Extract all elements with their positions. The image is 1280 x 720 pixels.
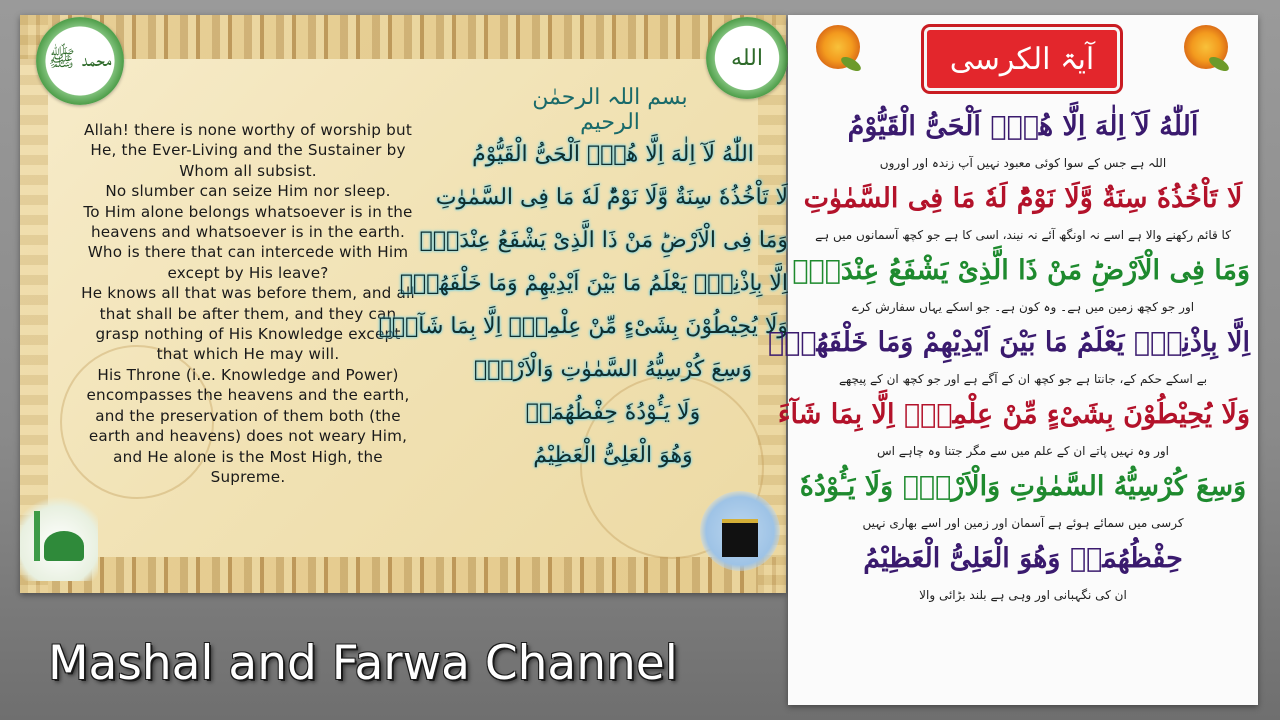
seal-left-text: محمد ﷺ	[48, 47, 112, 72]
translation-line: Whom all subsist.	[179, 161, 317, 180]
urdu-translation-line: کرسی میں سمائے ہوئے ہے آسمان اور زمین اور اسے بھاری نہیں	[862, 516, 1184, 530]
translation-line: except by His leave?	[167, 263, 329, 282]
allah-seal-icon	[706, 17, 788, 99]
translation-line: and the preservation of them both (the	[95, 406, 401, 425]
arabic-verse-line: وَلَا یُحِیْطُوْنَ بِشَیْءٍ مِّنْ عِلْمِهٖۤ اِلَّا بِمَا شَآءَۚ	[378, 314, 788, 339]
arabic-verse-line: وَهُوَ الْعَلِیُّ الْعَظِیْمُ	[533, 443, 693, 468]
bismillah-heading: بسم اللہ الرحمٰن الرحیم	[532, 85, 688, 135]
arabic-verse-line: لَا تَاْخُذُهٗ سِنَةٌ وَّلَا نَوْمٌؕ لَهٗ مَا فِی السَّمٰوٰتِ	[435, 185, 788, 210]
translation-line: His Throne (i.e. Knowledge and Power)	[97, 365, 399, 384]
arabic-verse-line: وَلَا یَـُٔوْدُهٗ حِفْظُهُمَاۚ	[525, 400, 701, 425]
urdu-translation-line: اللہ ہے جس کے سوا کوئی معبود نہیں آپ زندہ اور اوروں	[879, 156, 1167, 170]
muhammad-seal-icon	[36, 17, 124, 105]
verse-with-urdu-translation	[767, 103, 1250, 607]
translation-line: Allah! there is none worthy of worship but	[84, 121, 412, 139]
translation-line: that shall be after them, and they can	[99, 304, 397, 323]
seal-right-text: الله	[731, 45, 763, 71]
translation-line: and He alone is the Most High, the	[113, 447, 383, 466]
translation-line: He, the Ever-Living and the Sustainer by	[90, 141, 406, 160]
translation-line: grasp nothing of His Knowledge except	[95, 325, 401, 344]
channel-name-banner: Mashal and Farwa Channel	[48, 636, 678, 691]
verse-line: اَللّٰهُ لَآ اِلٰهَ اِلَّا هُوَۚ اَلْحَیُّ الْقَیُّوْمُ	[847, 111, 1199, 142]
decorative-border-top	[20, 15, 786, 59]
translation-line: encompasses the heavens and the earth,	[86, 386, 410, 405]
kaaba-icon	[700, 491, 780, 571]
verse-line: وَلَا یُحِیْطُوْنَ بِشَیْءٍ مِّنْ عِلْمِهٖۤ اِلَّا بِمَا شَآءَ	[777, 399, 1250, 430]
translation-line: He knows all that was before them, and all	[81, 284, 415, 303]
translation-line: that which He may will.	[156, 345, 340, 364]
arabic-verse-line: اِلَّا بِاِذْنِهٖؕ یَعْلَمُ مَا بَیْنَ اَیْدِیْهِمْ وَمَا خَلْفَهُمْۚ	[399, 271, 788, 296]
translation-line: No slumber can seize Him nor sleep.	[105, 182, 391, 201]
arabic-verse-line: اللّٰهُ لَآ اِلٰهَ اِلَّا هُوَۚ اَلْحَیُّ الْقَیُّوْمُ	[472, 142, 754, 167]
urdu-translation-line: اور وہ نہیں پاتے ان کے علم میں سے مگر جتنا وہ چاہے اس	[876, 444, 1170, 458]
urdu-translation-line: بے اسکے حکم کے، جانتا ہے جو کچھ ان کے آگے ہے اور جو کچھ ان کے پیچھے	[838, 372, 1208, 386]
english-translation	[38, 120, 458, 487]
ayat-english-panel	[20, 15, 786, 593]
verse-line: وَسِعَ كُرْسِیُّهُ السَّمٰوٰتِ وَالْاَرْضَۚ وَلَا یَـُٔوْدُهٗ	[799, 471, 1247, 502]
green-dome-icon	[20, 493, 98, 581]
verse-line: حِفْظُهُمَاۚ وَهُوَ الْعَلِیُّ الْعَظِیْمُ	[863, 543, 1183, 574]
translation-line: Who is there that can intercede with Him	[87, 243, 409, 262]
ayatul-kursi-title: آیۃ الکرسی	[924, 27, 1120, 91]
ayat-urdu-panel	[767, 15, 1258, 705]
arabic-verse-line: وَمَا فِی الْاَرْضِؕ مَنْ ذَا الَّذِیْ یَشْفَعُ عِنْدَهٗۤ	[419, 228, 788, 253]
urdu-translation-line: ان کی نگہبانی اور وہی ہے بلند بڑائی والا	[919, 588, 1127, 602]
verse-line: اِلَّا بِاِذْنِهٖؕ یَعْلَمُ مَا بَیْنَ اَیْدِیْهِمْ وَمَا خَلْفَهُمْۚ	[767, 327, 1250, 358]
verse-line: وَمَا فِی الْاَرْضِؕ مَنْ ذَا الَّذِیْ یَشْفَعُ عِنْدَهٗۤ	[792, 255, 1250, 286]
urdu-translation-line: اور جو کچھ زمین میں ہے۔ وہ کون ہے۔ جو اسکے یہاں سفارش کرے	[851, 300, 1195, 314]
flower-icon	[1184, 25, 1228, 69]
translation-line: Supreme.	[210, 467, 286, 486]
urdu-translation-line: کا قائم رکھنے والا ہے اسے نہ اونگھ آئے نہ نیند، اسی کا ہے جو کچھ آسمانوں میں ہے	[815, 228, 1231, 242]
translation-line: earth and heavens) does not weary Him,	[88, 427, 408, 446]
arabic-verse-line: وَسِعَ كُرْسِیُّهُ السَّمٰوٰتِ وَالْاَرْضَۚ	[474, 357, 752, 382]
translation-line: To Him alone belongs whatsoever is in the	[83, 202, 413, 221]
arabic-verse-text	[378, 133, 788, 477]
translation-line: heavens and whatsoever is in the earth.	[90, 223, 406, 242]
verse-line: لَا تَاْخُذُهٗ سِنَةٌ وَّلَا نَوْمٌؕ لَهٗ مَا فِی السَّمٰوٰتِ	[803, 183, 1243, 214]
flower-icon	[816, 25, 860, 69]
decorative-border-bottom	[20, 557, 786, 593]
